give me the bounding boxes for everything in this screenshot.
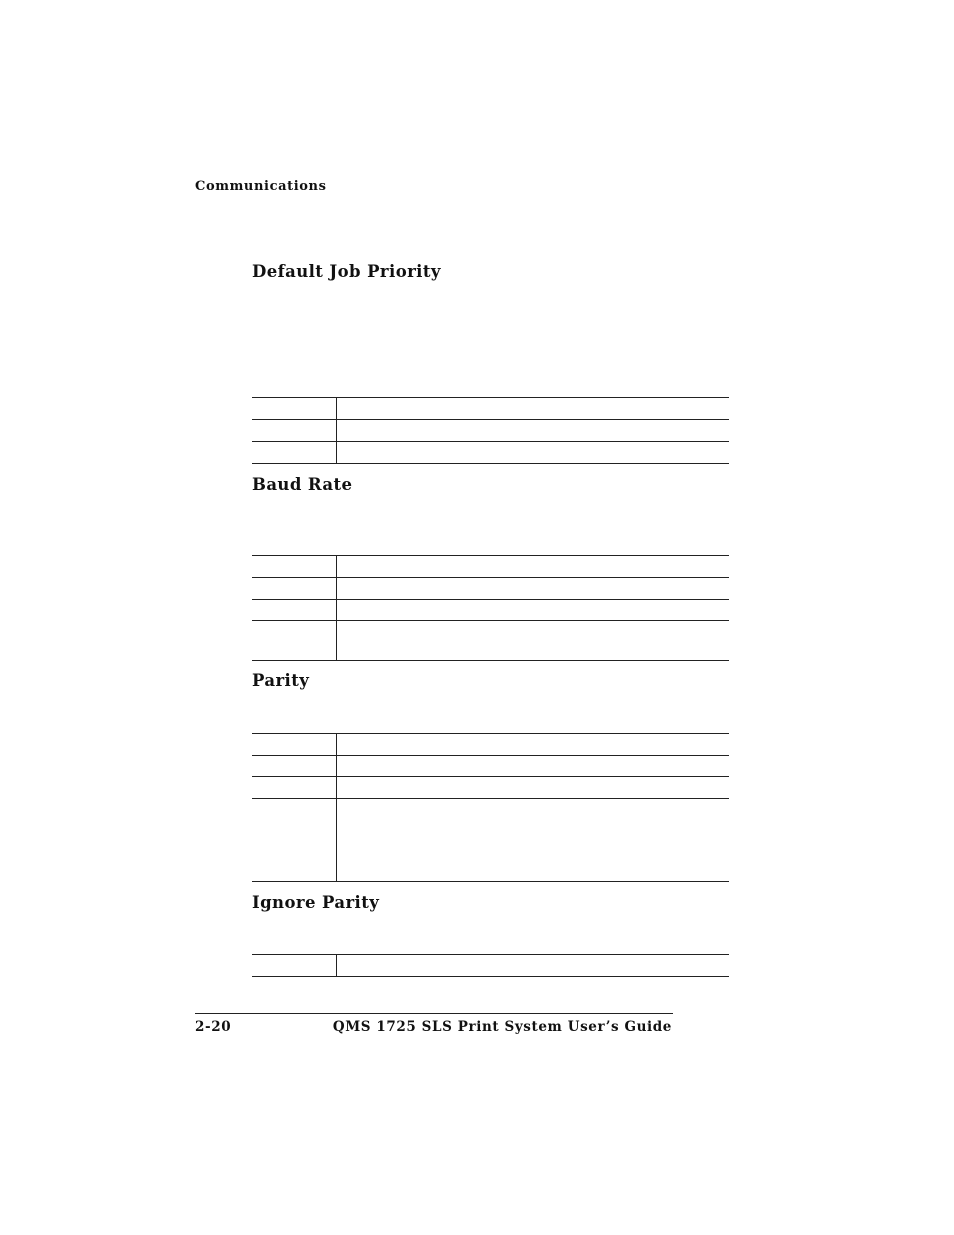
- table-row: [252, 621, 729, 661]
- table-ignore-parity: [252, 954, 729, 977]
- section-title-baud-rate: Baud Rate: [252, 475, 353, 494]
- table-parity: [252, 733, 729, 882]
- section-title-parity: Parity: [252, 671, 310, 690]
- footer-rule: [195, 1013, 673, 1014]
- table-baud-rate: [252, 555, 729, 661]
- table-row: [252, 955, 729, 977]
- table-row: [252, 578, 729, 600]
- table-row: [252, 756, 729, 777]
- section-title-default-job-priority: Default Job Priority: [252, 262, 441, 281]
- table-default-job-priority: [252, 397, 729, 464]
- table-row: [252, 734, 729, 756]
- table-row: [252, 398, 729, 420]
- table-row: [252, 799, 729, 882]
- book-title: QMS 1725 SLS Print System User’s Guide: [332, 1019, 672, 1035]
- table-row: [252, 442, 729, 464]
- table-row: [252, 777, 729, 799]
- table-row: [252, 420, 729, 442]
- table-row: [252, 556, 729, 578]
- section-title-ignore-parity: Ignore Parity: [252, 893, 380, 912]
- page-number: 2-20: [195, 1019, 232, 1035]
- running-head: Communications: [195, 179, 327, 194]
- table-row: [252, 600, 729, 621]
